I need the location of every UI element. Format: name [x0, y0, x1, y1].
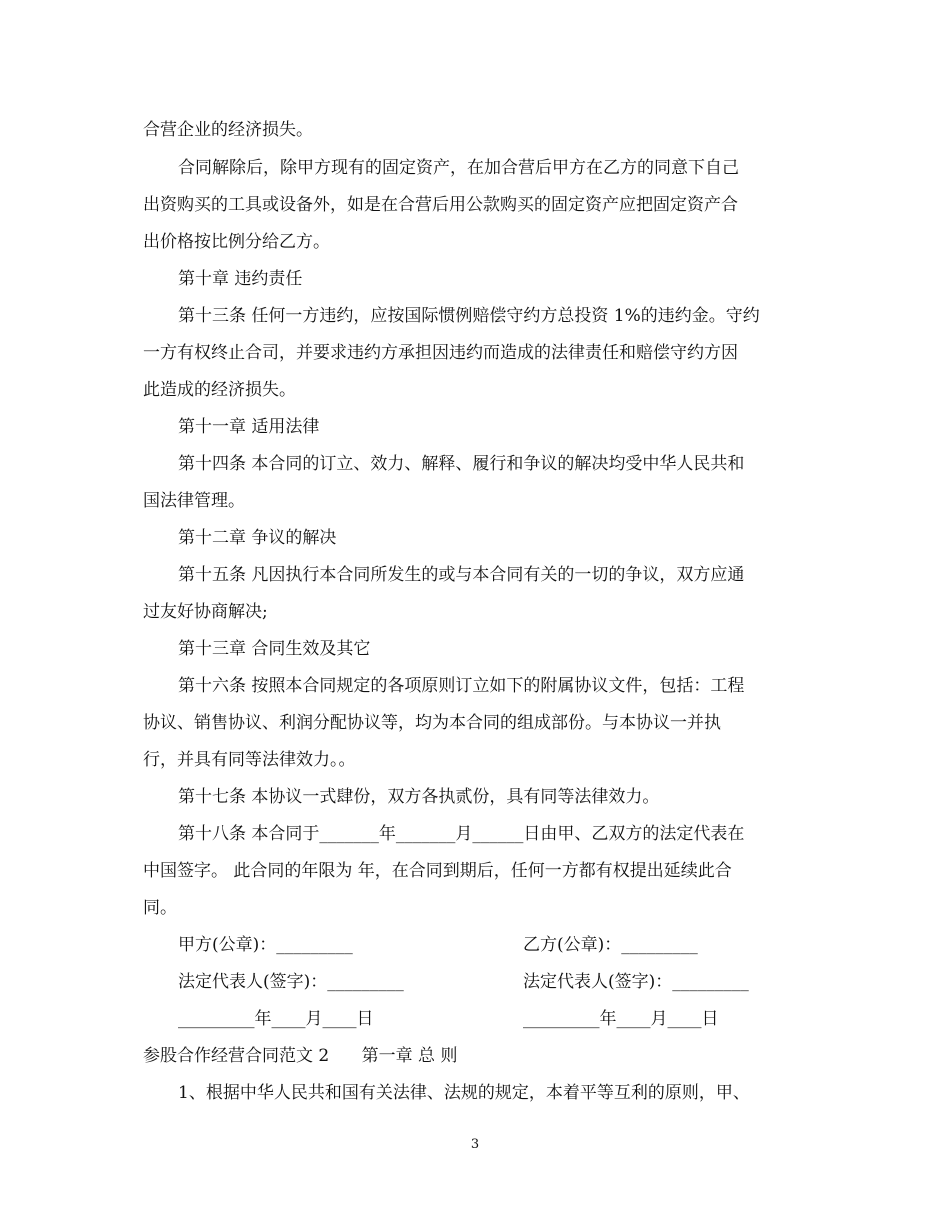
paragraph-line: 一方有权终止合司，并要求违约方承担因违约而造成的法律责任和赔偿守约方因: [143, 343, 738, 363]
paragraph-line: 协议、销售协议、利润分配协议等，均为本合同的组成部份。与本协议一并执: [143, 713, 721, 733]
party-a-representative-field: 法定代表人(签字)：_________: [178, 972, 404, 992]
paragraph-line: 出价格按比例分给乙方。: [143, 232, 330, 252]
paragraph-line: 国法律管理。: [143, 491, 245, 511]
paragraph-line: 中国签字。 此合同的年限为 年，在合同到期后，任何一方都有权提出延续此合: [143, 861, 732, 881]
paragraph-line: 过友好协商解决;: [143, 602, 268, 622]
party-a-date-field: _________年____月____日: [178, 1009, 374, 1029]
paragraph-line: 合营企业的经济损失。: [143, 120, 313, 140]
chapter-heading: 第十二章 争议的解决: [178, 528, 337, 548]
paragraph-line: 第十六条 按照本合同规定的各项原则订立如下的附属协议文件，包括：工程: [178, 676, 745, 696]
chapter-heading: 第十三章 合同生效及其它: [178, 639, 371, 659]
paragraph-line: 第十五条 凡因执行本合同所发生的或与本合同有关的一切的争议，双方应通: [178, 565, 745, 585]
party-b-seal-field: 乙方(公章)：_________: [523, 935, 698, 955]
page-number: 3: [470, 1137, 480, 1152]
paragraph-line: 同。: [143, 898, 177, 918]
paragraph-line: 合同解除后，除甲方现有的固定资产，在加合营后甲方在乙方的同意下自己: [178, 158, 739, 178]
paragraph-line: 第十三条 任何一方违约，应按国际惯例赔偿守约方总投资 1%的违约金。守约: [178, 306, 760, 326]
paragraph-line: 第十七条 本协议一式肆份，双方各执贰份，具有同等法律效力。: [178, 787, 660, 807]
section-heading: 参股合作经营合同范文 2 第一章 总 则: [143, 1046, 458, 1066]
paragraph-line: 行，并具有同等法律效力。。: [143, 750, 356, 770]
paragraph-line: 第十四条 本合同的订立、效力、解释、履行和争议的解决均受中华人民共和: [178, 454, 745, 474]
party-b-date-field: _________年____月____日: [523, 1009, 719, 1029]
party-b-representative-field: 法定代表人(签字)：_________: [523, 972, 749, 992]
chapter-heading: 第十章 违约责任: [178, 269, 303, 289]
paragraph-line: 出资购买的工具或设备外，如是在合营后用公款购买的固定资产应把固定资产合: [143, 195, 738, 215]
chapter-heading: 第十一章 适用法律: [178, 417, 320, 437]
paragraph-line: 此造成的经济损失。: [143, 380, 296, 400]
party-a-seal-field: 甲方(公章)：_________: [178, 935, 353, 955]
paragraph-line: 第十八条 本合同于_______年_______月______日由甲、乙双方的法定代表在: [178, 824, 745, 844]
paragraph-line: 1、根据中华人民共和国有关法律、法规的规定，本着平等互利的原则，甲、: [178, 1083, 750, 1103]
